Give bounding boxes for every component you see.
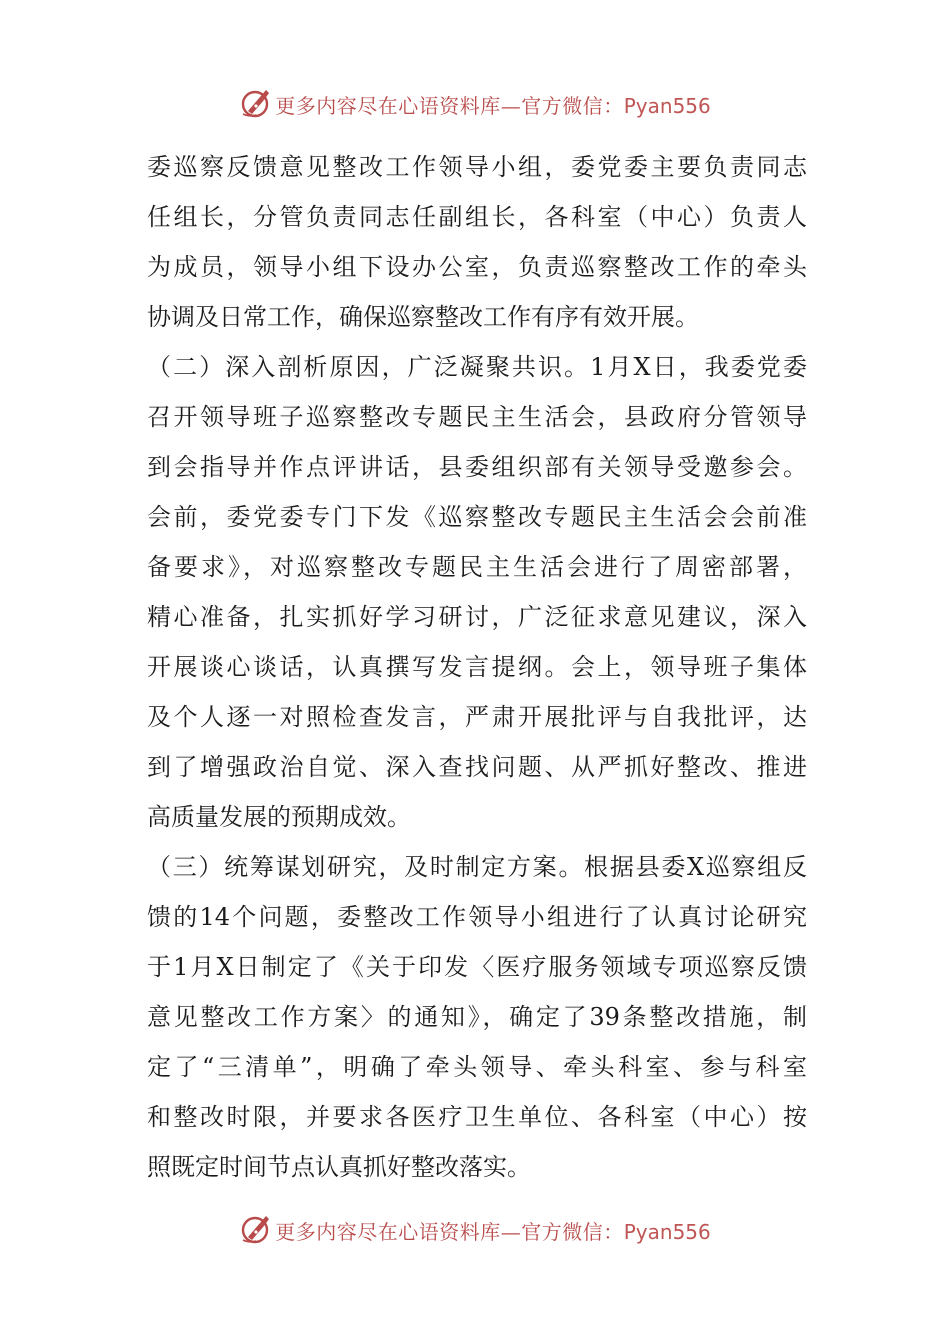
text-line: 及个人逐一对照检查发言，严肃开展批评与自我批评，达 <box>147 703 807 731</box>
fountain-pen-circle-icon <box>239 1212 273 1246</box>
section-heading-line: （二）深入剖析原因，广泛凝聚共识。1月X日，我委党委 <box>147 353 807 381</box>
text-line: 和整改时限，并要求各医疗卫生单位、各科室（中心）按 <box>147 1103 807 1131</box>
footer-banner <box>0 1205 950 1255</box>
text-line: 为成员，领导小组下设办公室，负责巡察整改工作的牵头 <box>147 253 807 281</box>
fountain-pen-circle-icon <box>239 86 273 120</box>
text-line: 召开领导班子巡察整改专题民主生活会，县政府分管领导 <box>147 403 807 431</box>
text-line: 高质量发展的预期成效。 <box>147 803 411 831</box>
text-line: 开展谈心谈话，认真撰写发言提纲。会上，领导班子集体 <box>147 653 807 681</box>
footer-banner-text: 更多内容尽在心语资料库—官方微信：Pyan556 <box>275 1219 711 1244</box>
text-line: 会前，委党委专门下发《巡察整改专题民主生活会会前准 <box>147 503 807 531</box>
text-line: 馈的14个问题，委整改工作领导小组进行了认真讨论研究 <box>147 903 807 931</box>
text-line: 到会指导并作点评讲话，县委组织部有关领导受邀参会。 <box>147 453 807 481</box>
text-line: 照既定时间节点认真抓好整改落实。 <box>147 1153 531 1181</box>
document-body <box>147 142 807 1192</box>
header-banner <box>0 79 950 129</box>
text-line: 定了“三清单”，明确了牵头领导、牵头科室、参与科室 <box>147 1053 807 1081</box>
text-line: 任组长，分管负责同志任副组长，各科室（中心）负责人 <box>147 203 807 231</box>
text-line: 备要求》，对巡察整改专题民主生活会进行了周密部署， <box>147 553 807 581</box>
text-line: 于1月X日制定了《关于印发〈医疗服务领域专项巡察反馈 <box>147 953 807 981</box>
header-banner-text: 更多内容尽在心语资料库—官方微信：Pyan556 <box>275 93 711 118</box>
text-line: 委巡察反馈意见整改工作领导小组，委党委主要负责同志 <box>147 153 807 181</box>
wechat-id: Pyan556 <box>623 1219 711 1244</box>
wechat-id: Pyan556 <box>623 93 711 118</box>
text-line: 精心准备，扎实抓好学习研讨，广泛征求意见建议，深入 <box>147 603 807 631</box>
section-heading-line: （三）统筹谋划研究，及时制定方案。根据县委X巡察组反 <box>147 853 807 881</box>
text-line: 到了增强政治自觉、深入查找问题、从严抓好整改、推进 <box>147 753 807 781</box>
text-line: 意见整改工作方案〉的通知》，确定了39条整改措施，制 <box>147 1003 807 1031</box>
text-line: 协调及日常工作，确保巡察整改工作有序有效开展。 <box>147 303 699 331</box>
